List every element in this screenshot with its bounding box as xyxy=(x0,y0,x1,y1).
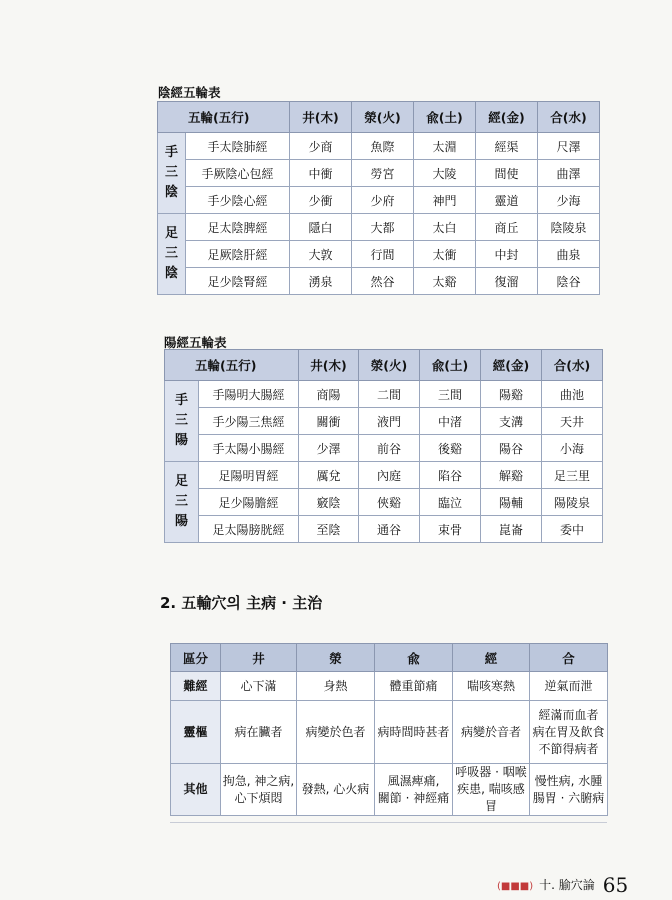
header-cell: 經 xyxy=(453,644,530,672)
header-cell: 井(木) xyxy=(299,350,359,381)
acupoint-cell: 商陽 xyxy=(299,381,359,408)
group-label-char: 足 xyxy=(164,226,178,241)
group-label-char: 手 xyxy=(164,145,178,160)
header-cell: 五輪(五行) xyxy=(158,102,290,133)
bottom-divider xyxy=(170,822,607,823)
acupoint-cell: 陰谷 xyxy=(538,268,600,295)
group-label-char: 陽 xyxy=(174,514,188,529)
row-header: 難經 xyxy=(171,672,221,701)
acupoint-cell: 太白 xyxy=(414,214,476,241)
acupoint-cell: 中渚 xyxy=(420,408,481,435)
indication-cell xyxy=(375,764,453,816)
acupoint-cell: 神門 xyxy=(414,187,476,214)
meridian-name: 手太陰肺經 xyxy=(186,133,290,160)
page-number: 65 xyxy=(602,873,629,897)
acupoint-cell: 少衝 xyxy=(290,187,352,214)
acupoint-cell: 委中 xyxy=(542,516,603,543)
acupoint-cell: 少商 xyxy=(290,133,352,160)
header-cell: 滎(火) xyxy=(352,102,414,133)
cell-line: 身熱 xyxy=(323,678,348,693)
cell-line: 風濕痺痛, xyxy=(387,773,440,788)
footer-mark: (■■■) xyxy=(497,881,534,892)
header-cell: 兪 xyxy=(375,644,453,672)
acupoint-cell: 關衝 xyxy=(299,408,359,435)
acupoint-cell: 然谷 xyxy=(352,268,414,295)
meridian-name: 手少陽三焦經 xyxy=(199,408,299,435)
acupoint-cell: 勞宮 xyxy=(352,160,414,187)
group-label-char: 陽 xyxy=(174,433,188,448)
header-cell: 經(金) xyxy=(481,350,542,381)
table-header-row xyxy=(158,102,600,133)
cell-line: 病變於音者 xyxy=(460,724,521,739)
acupoint-cell: 至陰 xyxy=(299,516,359,543)
group-label xyxy=(165,462,199,543)
indications-table xyxy=(170,643,608,816)
group-label-char: 手 xyxy=(174,393,188,408)
chapter-title: 十. 腧穴論 xyxy=(539,878,595,892)
group-label xyxy=(158,133,186,214)
indication-cell xyxy=(297,672,375,701)
acupoint-cell: 曲泉 xyxy=(538,241,600,268)
header-cell: 五輪(五行) xyxy=(165,350,299,381)
acupoint-cell: 太谿 xyxy=(414,268,476,295)
row-header: 其他 xyxy=(171,764,221,816)
acupoint-cell: 束骨 xyxy=(420,516,481,543)
cell-line: 經滿而血者 xyxy=(538,707,599,722)
cell-line: 發熱, 心火病 xyxy=(301,782,370,796)
cell-line: 心下煩悶 xyxy=(234,790,283,805)
meridian-name: 足厥陰肝經 xyxy=(186,241,290,268)
meridian-name: 足太陽膀胱經 xyxy=(199,516,299,543)
meridian-name: 足陽明胃經 xyxy=(199,462,299,489)
acupoint-cell: 大敦 xyxy=(290,241,352,268)
cell-line: 呼吸器 · 咽喉 xyxy=(455,765,527,779)
table-row xyxy=(158,214,600,241)
table-row xyxy=(171,764,608,816)
section-title: 2. 五輸穴의 主病 · 主治 xyxy=(160,594,323,612)
acupoint-cell: 液門 xyxy=(359,408,420,435)
meridian-name: 足太陰脾經 xyxy=(186,214,290,241)
acupoint-cell: 商丘 xyxy=(476,214,538,241)
acupoint-cell: 支溝 xyxy=(481,408,542,435)
indication-cell xyxy=(453,672,530,701)
header-cell: 滎(火) xyxy=(359,350,420,381)
acupoint-cell: 中衝 xyxy=(290,160,352,187)
acupoint-cell: 陽谷 xyxy=(481,435,542,462)
indication-cell xyxy=(453,764,530,816)
table-row xyxy=(165,462,603,489)
indication-cell xyxy=(221,764,297,816)
acupoint-cell: 間使 xyxy=(476,160,538,187)
table-row xyxy=(165,381,603,408)
cell-line: 疾患, 喘咳感冒 xyxy=(457,782,525,813)
table-row xyxy=(158,241,600,268)
indication-cell xyxy=(221,672,297,701)
acupoint-cell: 少府 xyxy=(352,187,414,214)
meridian-name: 手太陽小腸經 xyxy=(199,435,299,462)
group-label-char: 三 xyxy=(164,246,178,261)
acupoint-cell: 復溜 xyxy=(476,268,538,295)
yin-meridian-table xyxy=(157,101,600,295)
meridian-name: 手厥陰心包經 xyxy=(186,160,290,187)
acupoint-cell: 陽輔 xyxy=(481,489,542,516)
acupoint-cell: 靈道 xyxy=(476,187,538,214)
indication-cell xyxy=(221,701,297,764)
acupoint-cell: 少海 xyxy=(538,187,600,214)
table-row xyxy=(165,435,603,462)
acupoint-cell: 曲池 xyxy=(542,381,603,408)
header-cell: 合(水) xyxy=(538,102,600,133)
table-row xyxy=(171,701,608,764)
cell-line: 腸胃 · 六腑病 xyxy=(532,790,605,805)
acupoint-cell: 太淵 xyxy=(414,133,476,160)
acupoint-cell: 內庭 xyxy=(359,462,420,489)
group-label xyxy=(158,214,186,295)
acupoint-cell: 隱白 xyxy=(290,214,352,241)
acupoint-cell: 陽陵泉 xyxy=(542,489,603,516)
indication-cell xyxy=(297,701,375,764)
header-cell: 滎 xyxy=(297,644,375,672)
acupoint-cell: 俠谿 xyxy=(359,489,420,516)
acupoint-cell: 尺澤 xyxy=(538,133,600,160)
table-row xyxy=(165,516,603,543)
acupoint-cell: 崑崙 xyxy=(481,516,542,543)
acupoint-cell: 後谿 xyxy=(420,435,481,462)
table-header-row xyxy=(171,644,608,672)
acupoint-cell: 魚際 xyxy=(352,133,414,160)
group-label-char: 三 xyxy=(164,165,178,180)
acupoint-cell: 大都 xyxy=(352,214,414,241)
acupoint-cell: 湧泉 xyxy=(290,268,352,295)
acupoint-cell: 陽谿 xyxy=(481,381,542,408)
acupoint-cell: 足三里 xyxy=(542,462,603,489)
acupoint-cell: 臨泣 xyxy=(420,489,481,516)
header-cell: 井 xyxy=(221,644,297,672)
header-cell: 兪(土) xyxy=(414,102,476,133)
meridian-name: 手陽明大腸經 xyxy=(199,381,299,408)
group-label-char: 三 xyxy=(174,413,188,428)
acupoint-cell: 天井 xyxy=(542,408,603,435)
indication-cell xyxy=(453,701,530,764)
acupoint-cell: 少澤 xyxy=(299,435,359,462)
meridian-name: 足少陰腎經 xyxy=(186,268,290,295)
indication-cell xyxy=(530,672,608,701)
table2-caption: 陽經五輪表 xyxy=(164,335,227,350)
header-cell: 井(木) xyxy=(290,102,352,133)
acupoint-cell: 前谷 xyxy=(359,435,420,462)
group-label-char: 陰 xyxy=(164,266,178,281)
indication-cell xyxy=(297,764,375,816)
cell-line: 體重節痛 xyxy=(389,678,438,693)
table-row xyxy=(165,489,603,516)
row-header: 靈樞 xyxy=(171,701,221,764)
cell-line: 病在臟者 xyxy=(234,724,283,739)
header-cell: 區分 xyxy=(171,644,221,672)
acupoint-cell: 厲兌 xyxy=(299,462,359,489)
page-footer xyxy=(497,873,628,897)
acupoint-cell: 經渠 xyxy=(476,133,538,160)
cell-line: 關節 · 神經痛 xyxy=(377,790,450,805)
indication-cell xyxy=(530,701,608,764)
table-row xyxy=(158,187,600,214)
header-cell: 合(水) xyxy=(542,350,603,381)
acupoint-cell: 中封 xyxy=(476,241,538,268)
table-header-row xyxy=(165,350,603,381)
cell-line: 病變於色者 xyxy=(305,724,366,739)
table1-caption: 陰經五輪表 xyxy=(158,85,221,100)
acupoint-cell: 竅陰 xyxy=(299,489,359,516)
indication-cell xyxy=(375,672,453,701)
indication-cell xyxy=(375,701,453,764)
cell-line: 喘咳寒熱 xyxy=(466,678,515,693)
acupoint-cell: 曲澤 xyxy=(538,160,600,187)
header-cell: 合 xyxy=(530,644,608,672)
table-row xyxy=(158,133,600,160)
cell-line: 病時間時甚者 xyxy=(377,724,450,739)
acupoint-cell: 三間 xyxy=(420,381,481,408)
cell-line: 病在胃及飮食 xyxy=(532,724,605,739)
group-label-char: 足 xyxy=(174,474,188,489)
table-row xyxy=(158,268,600,295)
acupoint-cell: 通谷 xyxy=(359,516,420,543)
acupoint-cell: 陷谷 xyxy=(420,462,481,489)
acupoint-cell: 陰陵泉 xyxy=(538,214,600,241)
meridian-name: 足少陽膽經 xyxy=(199,489,299,516)
group-label-char: 三 xyxy=(174,494,188,509)
table-row xyxy=(158,160,600,187)
meridian-name: 手少陰心經 xyxy=(186,187,290,214)
acupoint-cell: 太衝 xyxy=(414,241,476,268)
cell-line: 不節得病者 xyxy=(538,741,599,756)
group-label-char: 陰 xyxy=(164,185,178,200)
cell-line: 逆氣而泄 xyxy=(544,678,593,693)
acupoint-cell: 行間 xyxy=(352,241,414,268)
acupoint-cell: 大陵 xyxy=(414,160,476,187)
table-row xyxy=(165,408,603,435)
header-cell: 經(金) xyxy=(476,102,538,133)
group-label xyxy=(165,381,199,462)
acupoint-cell: 二間 xyxy=(359,381,420,408)
indication-cell xyxy=(530,764,608,816)
cell-line: 慢性病, 水腫 xyxy=(534,773,603,788)
yang-meridian-table xyxy=(164,349,603,543)
acupoint-cell: 解谿 xyxy=(481,462,542,489)
cell-line: 心下滿 xyxy=(240,678,277,693)
table-row xyxy=(171,672,608,701)
acupoint-cell: 小海 xyxy=(542,435,603,462)
cell-line: 拘急, 神之病, xyxy=(222,773,295,788)
header-cell: 兪(土) xyxy=(420,350,481,381)
